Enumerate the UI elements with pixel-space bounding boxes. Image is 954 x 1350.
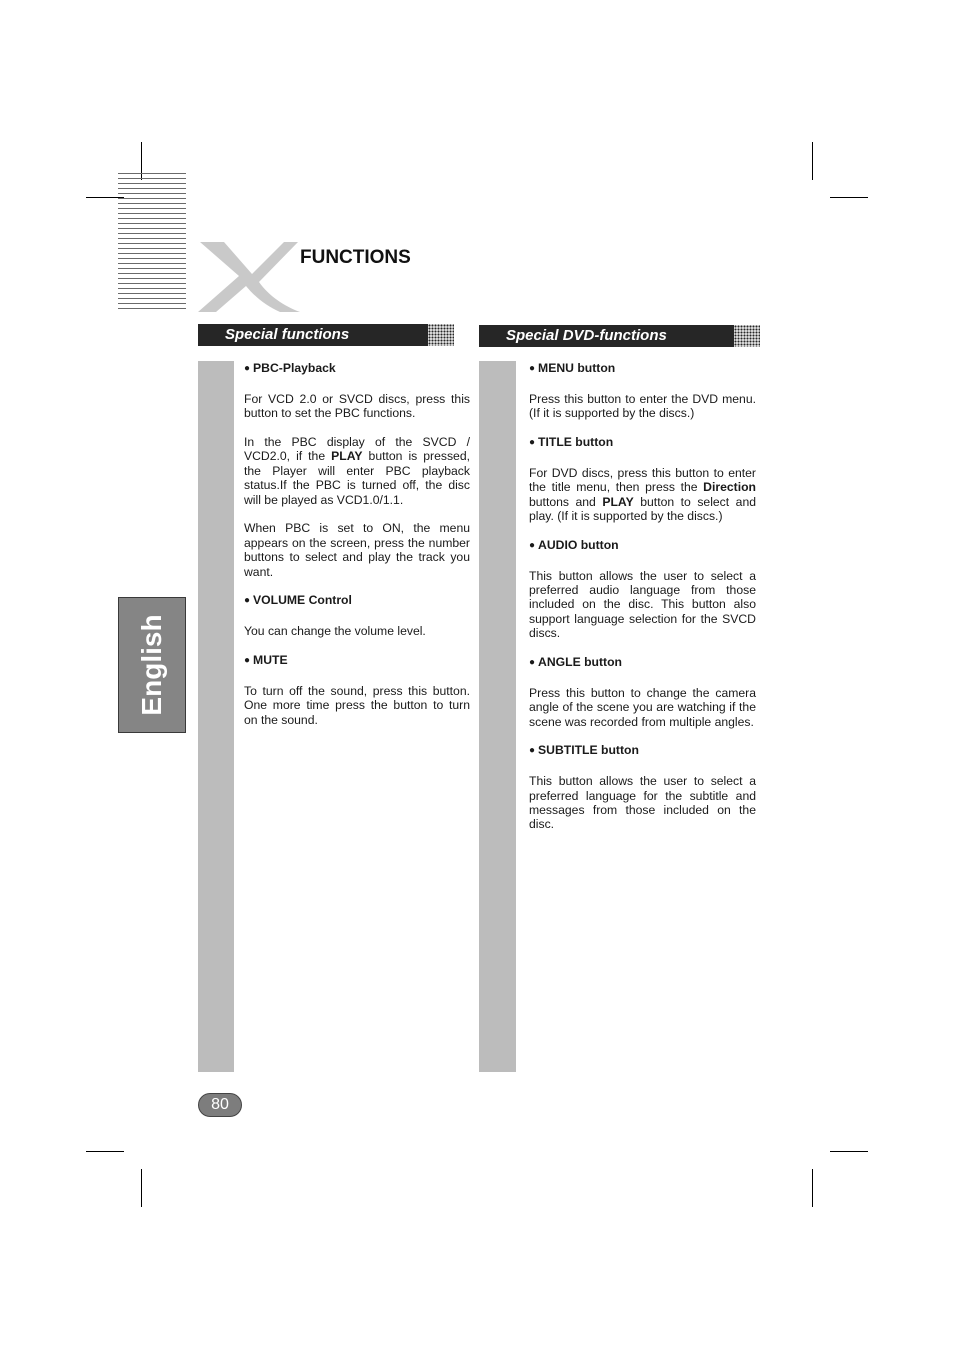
- mute-heading: ● MUTE: [244, 653, 470, 669]
- angle-button-heading: ● ANGLE button: [529, 655, 756, 671]
- crop-mark: [812, 1169, 813, 1207]
- language-tab: [118, 597, 186, 733]
- right-gray-column: [479, 361, 516, 1072]
- language-tab-label: English: [136, 614, 167, 716]
- section-bar-pattern: [734, 325, 760, 347]
- body-paragraph: This button allows the user to select a preferred language for the subtitle and messages from those included on the disc.: [529, 774, 756, 832]
- left-section-bar: [198, 324, 448, 346]
- crop-mark: [86, 1151, 124, 1152]
- subtitle-button-heading: ● SUBTITLE button: [529, 743, 756, 759]
- header-stripes: [118, 173, 186, 311]
- right-column-text: [529, 361, 756, 846]
- audio-button-heading: ● AUDIO button: [529, 538, 756, 554]
- body-paragraph: This button allows the user to select a preferred audio language from those included on the disc. This button also support language selection for the SVCD discs.: [529, 568, 756, 641]
- body-paragraph: In the PBC display of the SVCD / VCD2.0, if the PLAY button is pressed, the Player will enter PBC playback status.If the PBC is turned off, the disc will be played as VCD1.0/1.1.: [244, 435, 470, 507]
- title-button-heading: ● TITLE button: [529, 435, 756, 451]
- menu-button-heading: ● MENU button: [529, 361, 756, 377]
- body-paragraph: For DVD discs, press this button to enter the title menu, then press the Direction buttons and PLAY button to select and play. (If it is supported by the discs.): [529, 465, 756, 524]
- page-number: 80: [198, 1093, 242, 1117]
- left-gray-column: [198, 361, 234, 1072]
- crop-mark: [812, 142, 813, 180]
- left-section-title: Special functions: [225, 326, 350, 343]
- body-paragraph: Press this button to enter the DVD menu. (If it is supported by the discs.): [529, 391, 756, 421]
- body-paragraph: Press this button to change the camera angle of the scene you are watching if the scene was recorded from multiple angles.: [529, 685, 756, 729]
- crop-mark: [141, 1169, 142, 1207]
- body-paragraph: You can change the volume level.: [244, 624, 426, 639]
- page-title: FUNCTIONS: [300, 247, 411, 268]
- crop-mark: [830, 1151, 868, 1152]
- left-column-text: [244, 361, 470, 741]
- body-paragraph: For VCD 2.0 or SVCD discs, press this button to set the PBC functions.: [244, 391, 470, 421]
- section-bar-pattern: [428, 324, 454, 346]
- body-paragraph: To turn off the sound, press this button. One more time press the button to turn on the sound.: [244, 683, 470, 727]
- right-section-bar: [479, 325, 754, 347]
- pbc-playback-heading: ● PBC-Playback: [244, 361, 470, 377]
- right-section-title: Special DVD-functions: [506, 327, 667, 344]
- body-paragraph: When PBC is set to ON, the menu appears on the screen, press the number buttons to select and play the track you want.: [244, 521, 470, 579]
- volume-control-heading: ● VOLUME Control: [244, 593, 470, 609]
- x-logo-icon: [194, 240, 304, 314]
- crop-mark: [830, 197, 868, 198]
